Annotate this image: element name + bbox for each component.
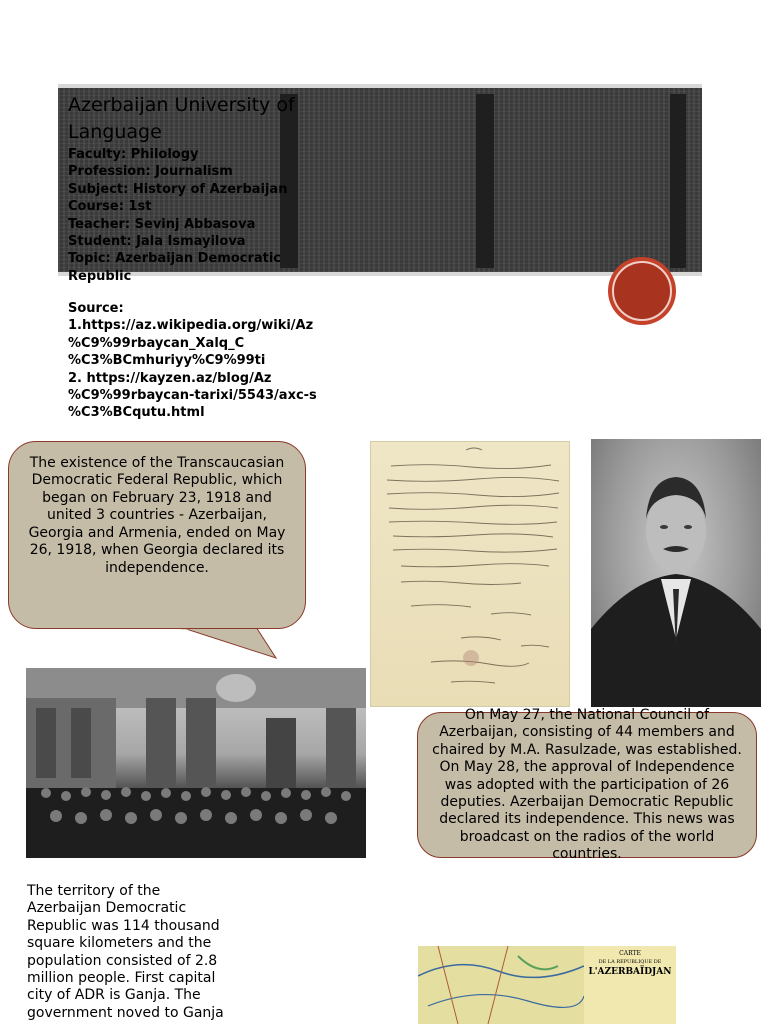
national-council-photo (26, 668, 366, 858)
portrait-illustration (591, 439, 761, 707)
map-title-main: L'AZERBAÏDJAN (588, 967, 672, 977)
topic-line: Topic: Azerbaijan Democratic Republic (68, 251, 282, 284)
accent-circle (608, 257, 676, 325)
hall-illustration (26, 668, 366, 858)
source-line: %C3%BCqutu.html (68, 405, 205, 421)
independence-declaration-image (370, 441, 570, 707)
faculty-line: Faculty: Philology (68, 147, 199, 162)
map-title-small: CARTE (619, 950, 641, 957)
banner-stripe (670, 94, 686, 268)
accent-circle-inner (612, 261, 672, 321)
source-line: %C9%99rbaycan_Xalq_C (68, 335, 245, 351)
student-line: Student: Jala Ismayilova (68, 234, 246, 250)
source-line: %C9%99rbaycan-tarixi/5543/axc-s (68, 388, 317, 404)
council-info-box (417, 707, 757, 863)
speech-bubble (8, 441, 306, 629)
source-line: 2. https://kayzen.az/blog/Az (68, 370, 272, 386)
rasulzade-portrait (591, 439, 761, 707)
handwriting-illustration (371, 442, 570, 707)
map-title-block (584, 950, 676, 978)
bubble-text: The existence of the Transcaucasian Democratic Federal Republic, which began on February 23, 1918 and united 3 countries - Azerbaijan, Georgia and Armenia, ended on May 26, 1918, when Georgia declared its independence. (28, 455, 286, 576)
subject-line: Subject: History of Azerbaijan (68, 181, 288, 197)
header-details (68, 146, 318, 285)
source-line: %C3%BCmhuriyy%C9%99ti (68, 353, 266, 369)
source-label: Source: (68, 301, 124, 316)
course-line: Course: 1st (68, 199, 152, 215)
bubble-tail (180, 627, 280, 659)
source-line: 1.https://az.wikipedia.org/wiki/Az (68, 318, 314, 334)
banner-stripe (476, 94, 494, 268)
university-title: Azerbaijan University of Language (68, 94, 295, 143)
council-text: On May 27, the National Council of Azerbaijan, consisting of 44 members and chaired by M.A. Rasulzade, was established. On May 28, the approval of Independence was adopted with the participation of 26 deputies. Azerbaijan Democratic Republic declared its independence. This news was broadcast on the radios of the world countries. (432, 707, 742, 863)
source-block (68, 300, 358, 422)
territory-text: The territory of the Azerbaijan Democratic Republic was 114 thousand square kilometers and the population consisted of 2.8 million people. First capital city of ADR is Ganja. The government noved to Ganja (27, 883, 224, 1021)
adr-map-image (418, 946, 676, 1024)
teacher-line: Teacher: Sevinj Abbasova (68, 216, 256, 232)
map-title-line2: DE LA RÉPUBLIQUE DE (598, 959, 662, 965)
profession-line: Profession: Journalism (68, 164, 233, 180)
